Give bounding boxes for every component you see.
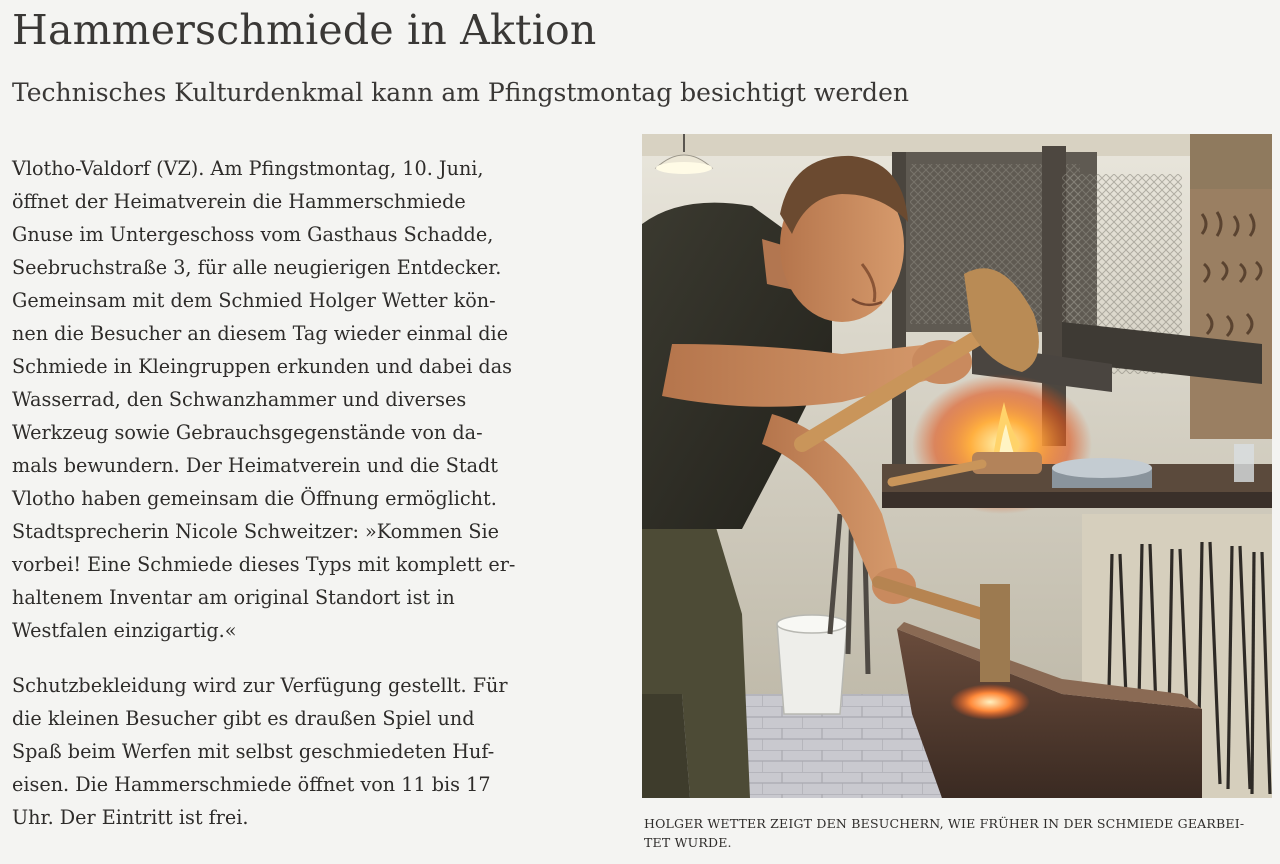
caption-line: TET WURDE. <box>644 835 732 850</box>
blacksmith-photo <box>642 134 1272 798</box>
bucket <box>777 624 847 714</box>
paragraph-line: Spaß beim Werfen mit selbst geschmiedeten Huf- <box>12 740 495 763</box>
paragraph-line: Schutzbekleidung wird zur Verfügung gestellt. Für <box>12 674 508 697</box>
paragraph-line: Vlotho haben gemeinsam die Öffnung ermöglicht. <box>12 487 497 510</box>
paragraph-line: Westfalen einzigartig.« <box>12 619 237 642</box>
paragraph-line: öffnet der Heimatverein die Hammerschmiede <box>12 190 466 213</box>
caption-line: HOLGER WETTER ZEIGT DEN BESUCHERN, WIE FRÜHER IN DER SCHMIEDE GEARBEI- <box>644 816 1245 831</box>
paragraph-line: nen die Besucher an diesem Tag wieder einmal die <box>12 322 509 345</box>
paragraph-line: Gemeinsam mit dem Schmied Holger Wetter kön- <box>12 289 496 312</box>
paragraph-line: Stadtsprecherin Nicole Schweitzer: »Kommen Sie <box>12 520 500 543</box>
paragraph-line: Wasserrad, den Schwanzhammer und diverses <box>12 388 467 411</box>
article-paragraph-1 <box>12 152 622 647</box>
glass <box>1234 444 1254 482</box>
tool-rack <box>1190 189 1272 439</box>
photo-caption <box>644 814 1274 852</box>
paragraph-line: Gnuse im Untergeschoss vom Gasthaus Schadde, <box>12 223 494 246</box>
paragraph-line: Werkzeug sowie Gebrauchsgegenstände von da- <box>12 421 483 444</box>
set-hammer <box>980 584 1010 682</box>
paragraph-line: Seebruchstraße 3, für alle neugierigen Entdecker. <box>12 256 502 279</box>
glowing-workpiece <box>950 684 1030 720</box>
paragraph-line: die kleinen Besucher gibt es draußen Spiel und <box>12 707 475 730</box>
paragraph-line: eisen. Die Hammerschmiede öffnet von 11 bis 17 <box>12 773 491 796</box>
article-paragraph-2 <box>12 669 622 834</box>
article-body <box>12 152 622 834</box>
paragraph-line: haltenem Inventar am original Standort ist in <box>12 586 455 609</box>
lamp-glow <box>656 162 712 174</box>
ceiling-wood <box>1190 134 1272 189</box>
paragraph-line: vorbei! Eine Schmiede dieses Typs mit komplett er- <box>12 553 516 576</box>
paragraph-line: Vlotho-Valdorf (VZ). Am Pfingstmontag, 10. Juni, <box>12 157 484 180</box>
paragraph-line: Uhr. Der Eintritt ist frei. <box>12 806 249 829</box>
article-subheadline: Technisches Kulturdenkmal kann am Pfingstmontag besichtigt werden <box>12 78 909 107</box>
paragraph-line: Schmiede in Kleingruppen erkunden und dabei das <box>12 355 512 378</box>
article-headline: Hammerschmiede in Aktion <box>12 6 597 54</box>
paragraph-line: mals bewundern. Der Heimatverein und die Stadt <box>12 454 499 477</box>
blacksmith-photo-illustration <box>642 134 1272 798</box>
